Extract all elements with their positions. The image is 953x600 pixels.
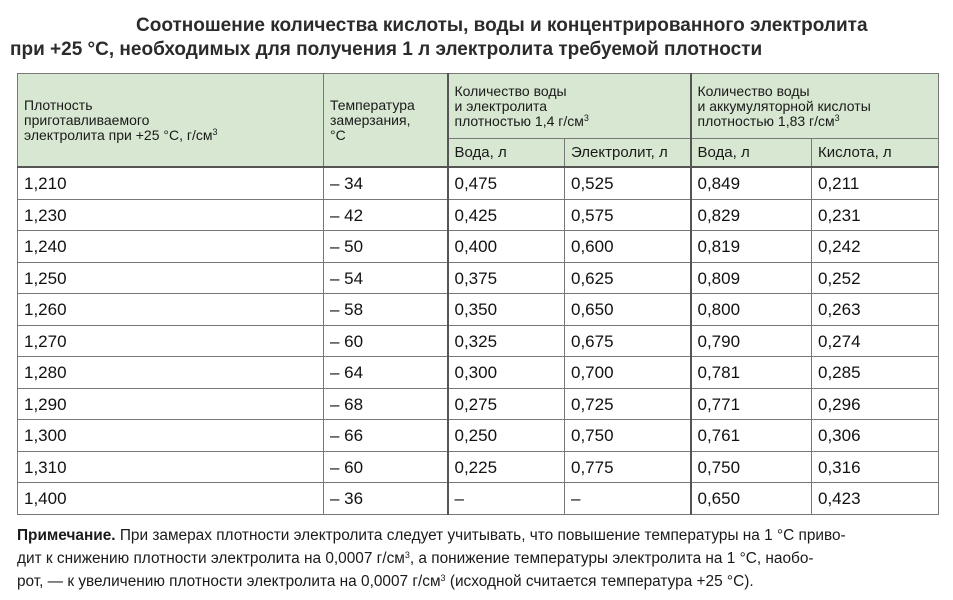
table-row [18, 199, 939, 231]
cell-freeze-temp: – 66 [324, 420, 448, 452]
title-line-2: при +25 °С, необходимых для получения 1 л электролита требуемой плотности [10, 39, 763, 60]
cell-electrolyte: 0,650 [565, 294, 691, 326]
cell-water-2: 0,800 [691, 294, 812, 326]
cell-freeze-temp: – 50 [324, 231, 448, 263]
cell-freeze-temp: – 36 [324, 483, 448, 515]
cell-water-1: 0,275 [448, 388, 565, 420]
cell-acid: 0,263 [812, 294, 939, 326]
cell-water-2: 0,809 [691, 262, 812, 294]
cell-density: 1,250 [18, 262, 324, 294]
cell-water-2: 0,750 [691, 451, 812, 483]
cell-electrolyte: 0,700 [565, 357, 691, 389]
cell-freeze-temp: – 68 [324, 388, 448, 420]
cell-electrolyte: 0,525 [565, 167, 691, 199]
cell-density: 1,310 [18, 451, 324, 483]
cell-density: 1,300 [18, 420, 324, 452]
cell-acid: 0,274 [812, 325, 939, 357]
cell-acid: 0,211 [812, 167, 939, 199]
cell-electrolyte: 0,675 [565, 325, 691, 357]
footnote [17, 524, 938, 593]
footnote-line-3: рот, — к увеличению плотности электролита на 0,0007 $г/см^3$ (исходной считается температура +25 °С). [17, 573, 754, 590]
cell-water-1: 0,475 [448, 167, 565, 199]
cell-freeze-temp: – 42 [324, 199, 448, 231]
cell-water-1: 0,225 [448, 451, 565, 483]
cell-freeze-temp: – 58 [324, 294, 448, 326]
cell-water-1: – [448, 483, 565, 515]
cell-freeze-temp: – 60 [324, 325, 448, 357]
cell-density: 1,240 [18, 231, 324, 263]
header-group-acid: Количество воды и аккумуляторной кислоты плотностью 1,83 $г/см^3$ [691, 74, 939, 139]
cell-density: 1,280 [18, 357, 324, 389]
table-row [18, 325, 939, 357]
cell-electrolyte: 0,625 [565, 262, 691, 294]
cell-density: 1,230 [18, 199, 324, 231]
cell-density: 1,290 [18, 388, 324, 420]
cell-water-2: 0,761 [691, 420, 812, 452]
cell-density: 1,260 [18, 294, 324, 326]
cell-electrolyte: 0,725 [565, 388, 691, 420]
table-row [18, 420, 939, 452]
cell-water-1: 0,325 [448, 325, 565, 357]
page-title [10, 14, 940, 62]
table-body [18, 167, 939, 514]
cell-freeze-temp: – 60 [324, 451, 448, 483]
cell-acid: 0,306 [812, 420, 939, 452]
cell-acid: 0,296 [812, 388, 939, 420]
cell-electrolyte: 0,575 [565, 199, 691, 231]
cell-freeze-temp: – 54 [324, 262, 448, 294]
cell-acid: 0,285 [812, 357, 939, 389]
electrolyte-table [17, 73, 939, 515]
cell-water-1: 0,350 [448, 294, 565, 326]
cell-water-1: 0,400 [448, 231, 565, 263]
cell-water-2: 0,771 [691, 388, 812, 420]
cell-water-2: 0,790 [691, 325, 812, 357]
table-row [18, 262, 939, 294]
cell-water-2: 0,650 [691, 483, 812, 515]
table-row [18, 231, 939, 263]
cell-density: 1,400 [18, 483, 324, 515]
subheader-acid: Кислота, л [812, 139, 939, 168]
table-row [18, 167, 939, 199]
table-row [18, 294, 939, 326]
header-density: Плотность приготавливаемого электролита при +25 °С, $г/см^3$ [18, 74, 324, 168]
table-row [18, 357, 939, 389]
footnote-line-2: дит к снижению плотности электролита на 0,0007 $г/см^3$, а понижение температуры электролита на 1 °С, наобо- [17, 550, 814, 567]
cell-acid: 0,231 [812, 199, 939, 231]
cell-water-1: 0,425 [448, 199, 565, 231]
cell-electrolyte: – [565, 483, 691, 515]
cell-water-2: 0,781 [691, 357, 812, 389]
cell-acid: 0,252 [812, 262, 939, 294]
cell-freeze-temp: – 64 [324, 357, 448, 389]
cell-water-2: 0,819 [691, 231, 812, 263]
header-group-electrolyte: Количество воды и электролита плотностью 1,4 $г/см^3$ [448, 74, 691, 139]
table-header-row [18, 74, 939, 139]
cell-freeze-temp: – 34 [324, 167, 448, 199]
cell-electrolyte: 0,600 [565, 231, 691, 263]
footnote-line-1: Примечание. При замерах плотности электролита следует учитывать, что повышение температуры на 1 °С приво- [17, 527, 846, 544]
cell-water-2: 0,829 [691, 199, 812, 231]
footnote-label: Примечание. [17, 527, 116, 544]
table-row [18, 388, 939, 420]
cell-water-1: 0,375 [448, 262, 565, 294]
cell-water-2: 0,849 [691, 167, 812, 199]
cell-electrolyte: 0,750 [565, 420, 691, 452]
title-line-1: Соотношение количества кислоты, воды и концентрированного электролита [136, 15, 868, 36]
subheader-water-2: Вода, л [691, 139, 812, 168]
cell-acid: 0,423 [812, 483, 939, 515]
table-row [18, 483, 939, 515]
cell-density: 1,270 [18, 325, 324, 357]
header-freeze-temp: Температура замерзания, °С [324, 74, 448, 168]
cell-electrolyte: 0,775 [565, 451, 691, 483]
cell-density: 1,210 [18, 167, 324, 199]
table-row [18, 451, 939, 483]
cell-water-1: 0,300 [448, 357, 565, 389]
cell-water-1: 0,250 [448, 420, 565, 452]
subheader-electrolyte: Электролит, л [565, 139, 691, 168]
subheader-water-1: Вода, л [448, 139, 565, 168]
cell-acid: 0,242 [812, 231, 939, 263]
cell-acid: 0,316 [812, 451, 939, 483]
